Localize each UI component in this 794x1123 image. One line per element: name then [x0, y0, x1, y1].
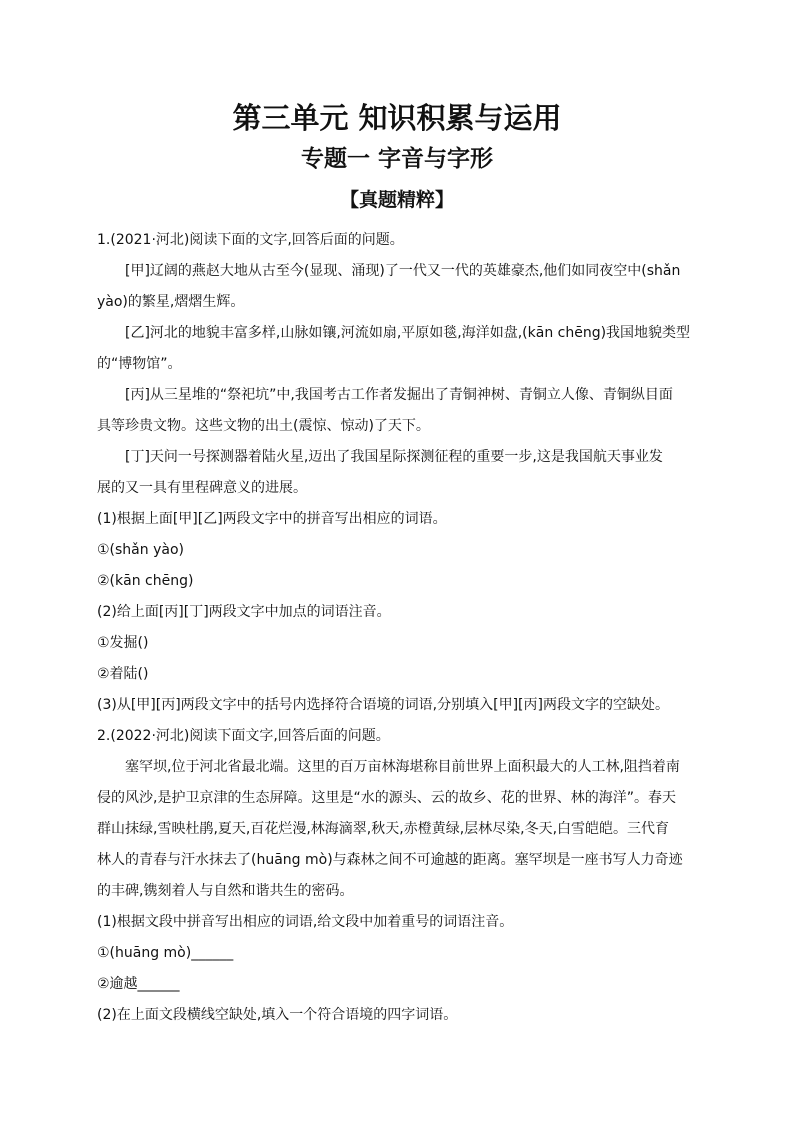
- text-line: (2)给上面[丙][丁]两段文字中加点的词语注音。: [97, 604, 391, 620]
- section-title: 【真题精粹】: [339, 189, 454, 211]
- unit-title: 第三单元 知识积累与运用: [232, 101, 562, 135]
- text-line: (1)根据上面[甲][乙]两段文字中的拼音写出相应的词语。: [97, 511, 447, 527]
- text-line: 具等珍贵文物。这些文物的出土(震惊、惊动)了天下。: [97, 418, 430, 434]
- text-line: [乙]河北的地貌丰富多样,山脉如镶,河流如扇,平原如毯,海洋如盘,(kān chēng)我国地貌类型: [125, 325, 691, 341]
- text-line: yào)的繁星,熠熠生辉。: [97, 294, 245, 310]
- text-line: 林人的青春与汗水抹去了(huāng mò)与森林之间不可逾越的距离。塞罕坝是一座书写人力奇迹: [97, 852, 683, 868]
- text-line: ②(kān chēng): [97, 573, 194, 589]
- text-line: (2)在上面文段横线空缺处,填入一个符合语境的四字词语。: [97, 1007, 458, 1023]
- text-line: ①发掘(): [97, 635, 149, 651]
- topic-title: 专题一 字音与字形: [300, 146, 493, 172]
- text-line: 塞罕坝,位于河北省最北端。这里的百万亩林海堪称目前世界上面积最大的人工林,阻挡着南: [125, 759, 680, 775]
- text-line: ②着陆(): [97, 666, 149, 682]
- text-line: ②逾越______: [97, 976, 180, 992]
- text-line: 2.(2022·河北)阅读下面文字,回答后面的问题。: [97, 728, 390, 744]
- text-line: ①(shǎn yào): [97, 542, 184, 558]
- text-line: (3)从[甲][丙]两段文字中的括号内选择符合语境的词语,分别填入[甲][丙]两段文字的空缺处。: [97, 697, 669, 713]
- document-body: [97, 225, 697, 1031]
- text-line: 侵的风沙,是护卫京津的生态屏障。这里是“水的源头、云的故乡、花的世界、林的海洋”。春天: [97, 790, 676, 806]
- text-line: 1.(2021·河北)阅读下面的文字,回答后面的问题。: [97, 232, 404, 248]
- text-line: 的丰碑,镌刻着人与自然和谐共生的密码。: [97, 883, 354, 899]
- text-line: [丙]从三星堆的“祭祀坑”中,我国考古工作者发掘出了青铜神树、青铜立人像、青铜纵目面: [125, 387, 673, 403]
- text-line: [甲]辽阔的燕赵大地从古至今(显现、涌现)了一代又一代的英雄豪杰,他们如同夜空中(shǎn: [125, 263, 681, 279]
- text-line: 展的又一具有里程碑意义的进展。: [97, 480, 307, 496]
- text-line: ①(huāng mò)______: [97, 945, 234, 961]
- text-line: 群山抹绿,雪映杜鹃,夏天,百花烂漫,林海滴翠,秋天,赤橙黄绿,层林尽染,冬天,白雪皑皑。三代育: [97, 821, 670, 837]
- text-line: 的“博物馆”。: [97, 356, 182, 372]
- text-line: (1)根据文段中拼音写出相应的词语,给文段中加着重号的词语注音。: [97, 914, 514, 930]
- text-line: [丁]天问一号探测器着陆火星,迈出了我国星际探测征程的重要一步,这是我国航天事业发: [125, 449, 663, 465]
